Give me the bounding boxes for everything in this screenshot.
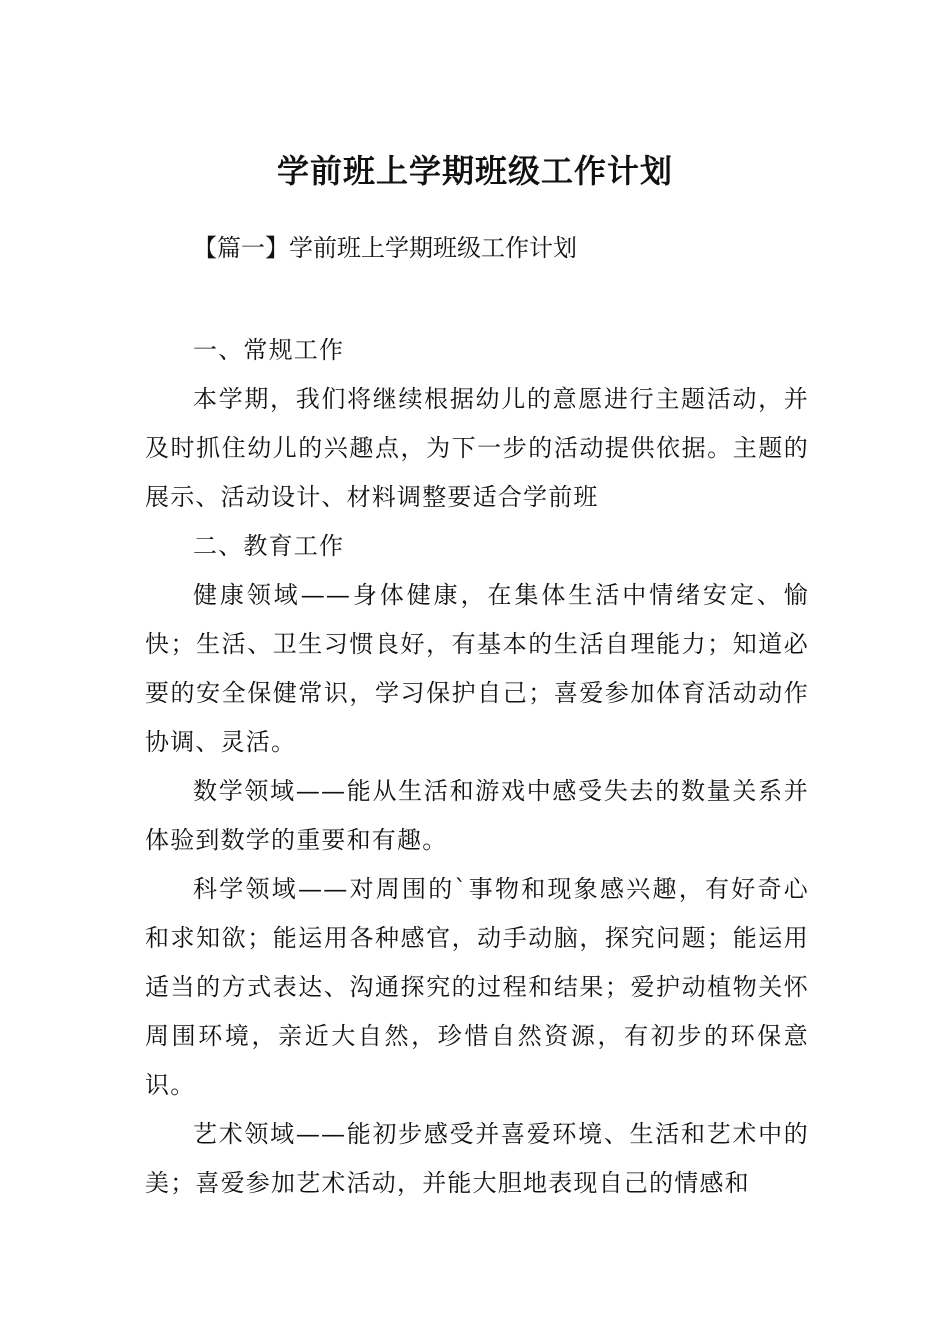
paragraph-art: 艺术领域——能初步感受并喜爱环境、生活和艺术中的美；喜爱参加艺术活动，并能大胆地表现自己的情感和 <box>145 1120 809 1197</box>
paragraph-science: 科学领域——对周围的`事物和现象感兴趣，有好奇心和求知欲；能运用各种感官，动手动脑，探究问题；能运用适当的方式表达、沟通探究的过程和结果；爱护动植物关怀周围环境，亲近大自然，珍惜自然资源，有初步的环保意识。 <box>145 875 809 1099</box>
document-body <box>145 326 809 1208</box>
section-heading-education: 二、教育工作 <box>193 532 345 560</box>
paragraph-health: 健康领域——身体健康，在集体生活中情绪安定、愉快；生活、卫生习惯良好，有基本的生活自理能力；知道必要的安全保健常识，学习保护自己；喜爱参加体育活动动作协调、灵活。 <box>145 581 809 756</box>
paragraph-math: 数学领域——能从生活和游戏中感受失去的数量关系并体验到数学的重要和有趣。 <box>145 777 809 854</box>
document-title: 学前班上学期班级工作计划 <box>276 152 673 191</box>
section-heading-routine: 一、常规工作 <box>193 336 345 364</box>
document-subtitle: 【篇一】学前班上学期班级工作计划 <box>193 234 577 262</box>
paragraph-routine: 本学期，我们将继续根据幼儿的意愿进行主题活动，并及时抓住幼儿的兴趣点，为下一步的活动提供依据。主题的展示、活动设计、材料调整要适合学前班 <box>145 385 809 511</box>
